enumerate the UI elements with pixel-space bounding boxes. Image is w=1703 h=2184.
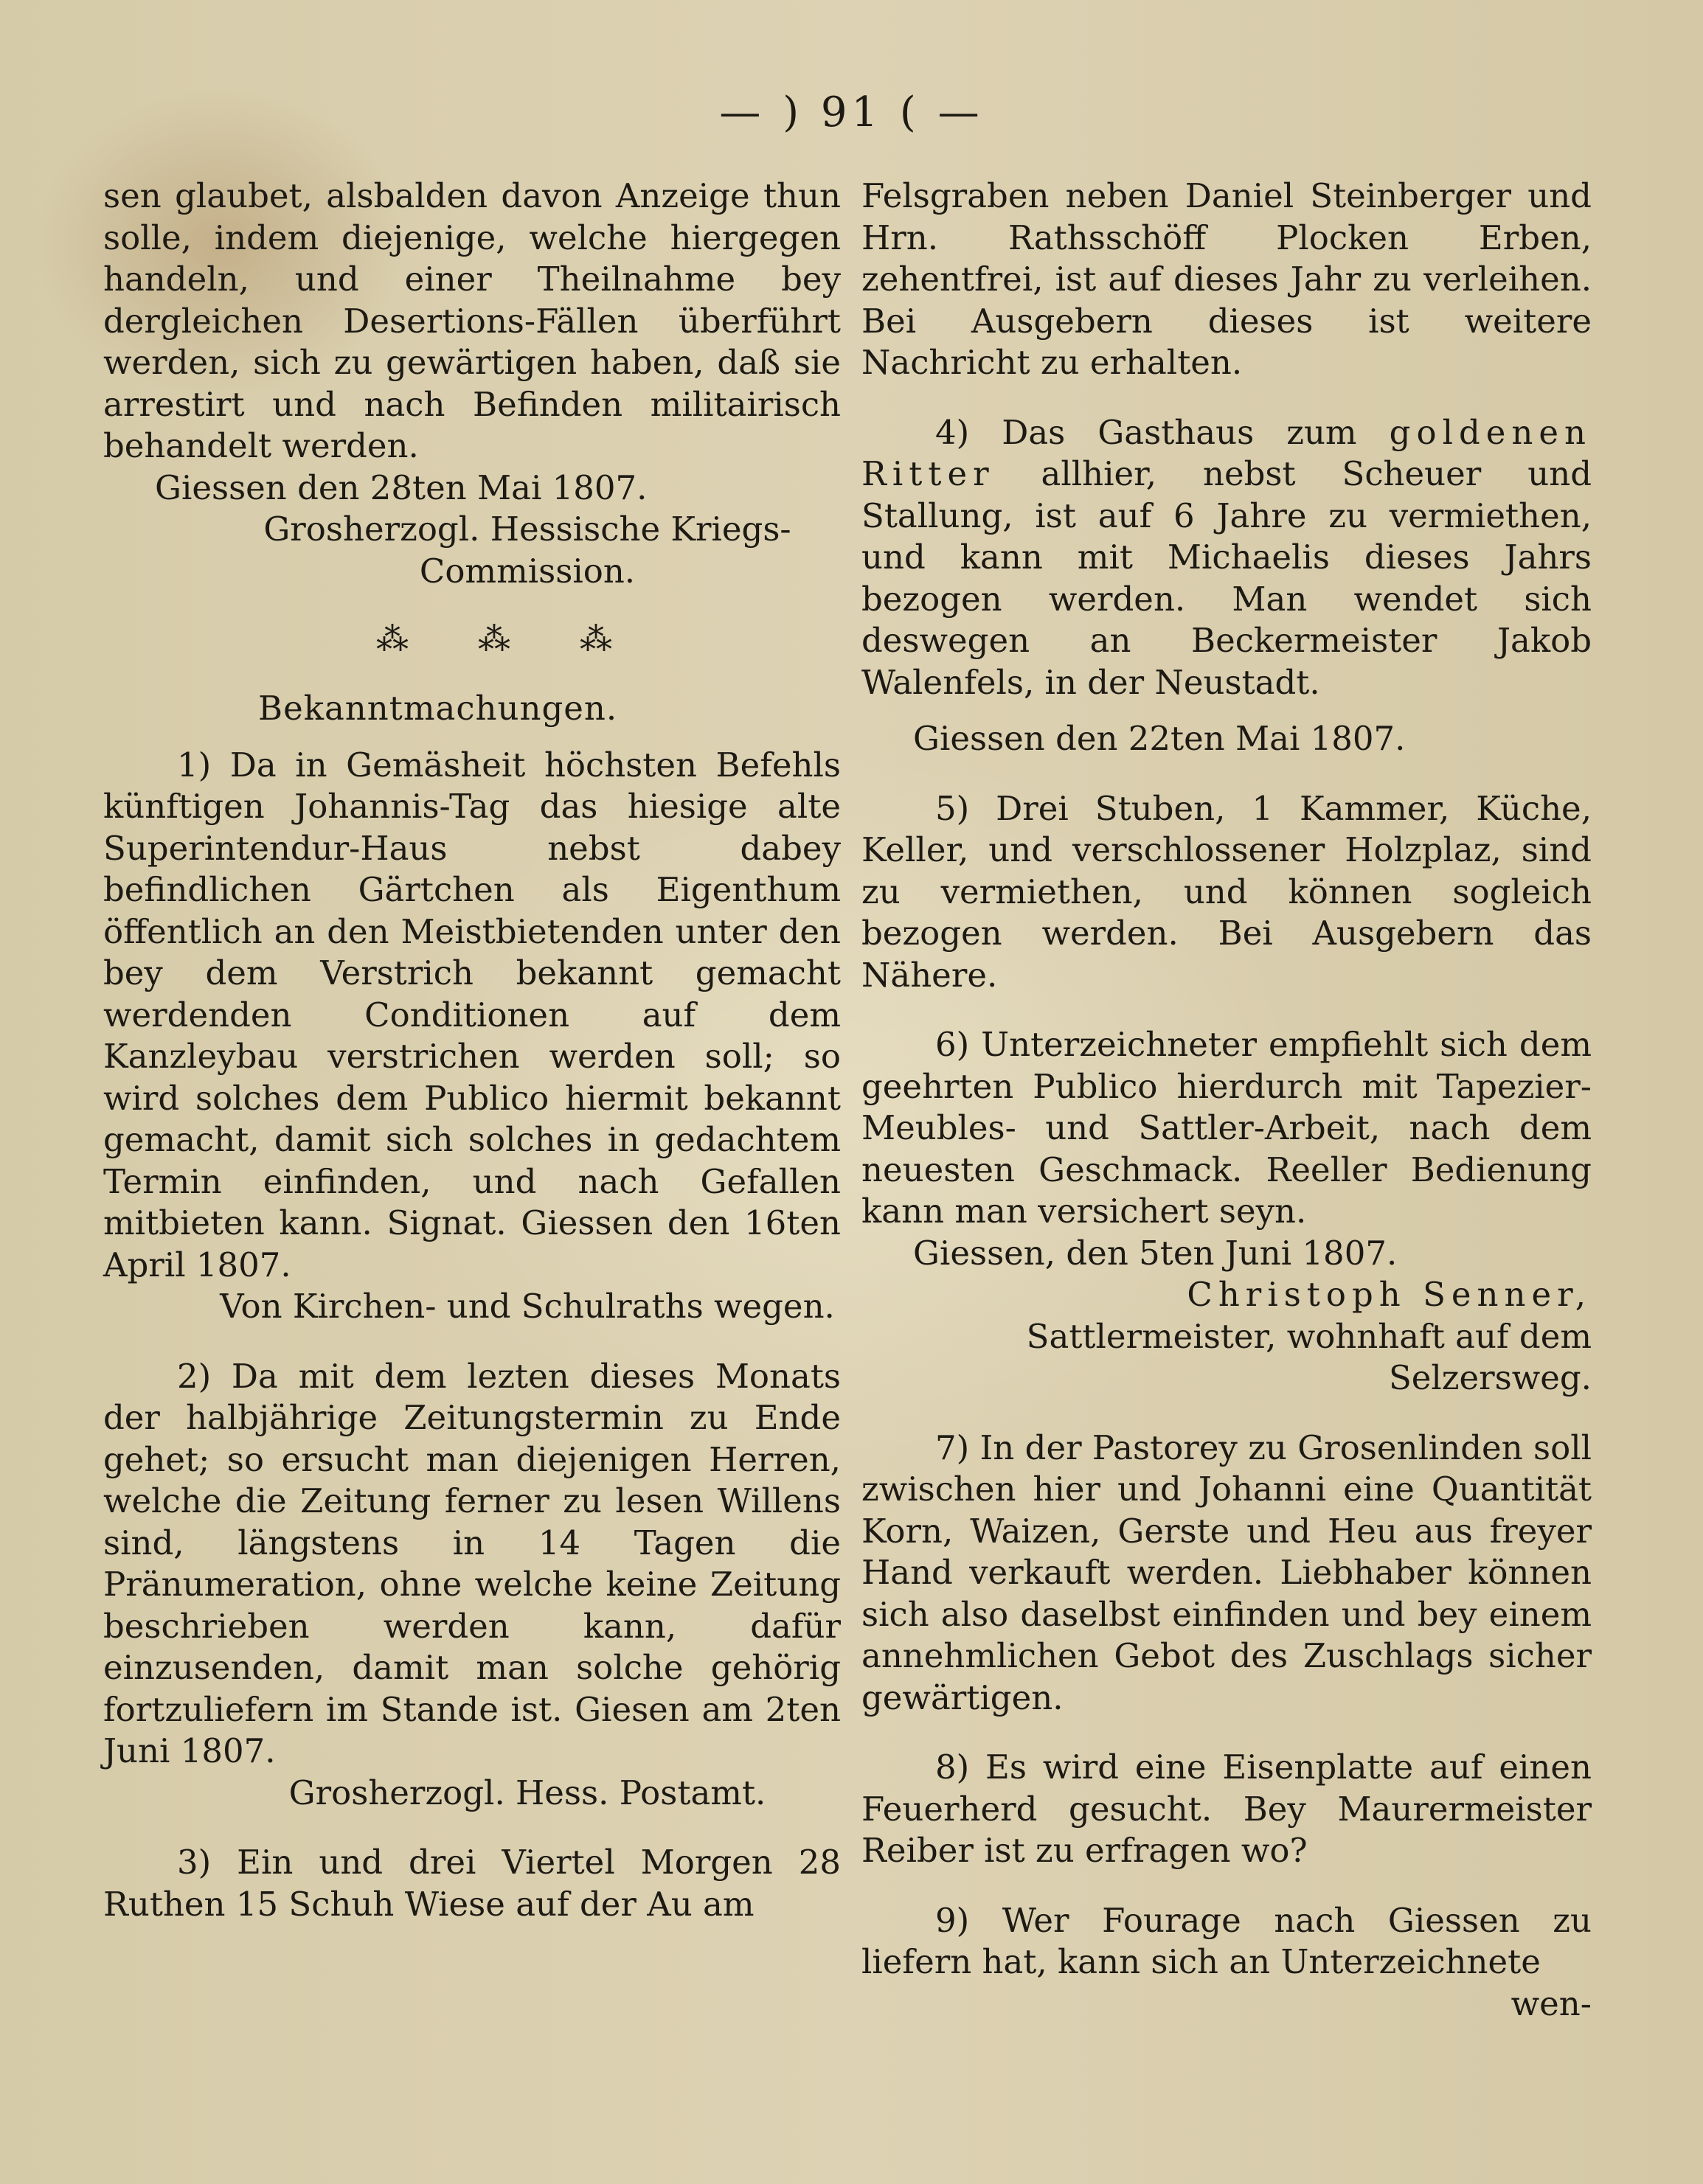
notice-6-name: Christoph Senner, xyxy=(1187,1275,1592,1314)
notice-desertion-date: Giessen den 28ten Mai 1807. xyxy=(155,467,648,507)
page-number: — ) 91 ( — xyxy=(719,88,984,136)
notice-6-text: 6) Unterzeichneter empfiehlt sich dem geehrten Publico hierdurch mit Tapezier-Meubles- und Sattler-Arbeit, nach dem neuesten Geschmack. Reeller Bedienung kann man versichert seyn. xyxy=(861,1025,1592,1231)
notice-2-text: 2) Da mit dem lezten dieses Monats der halbjährige Zeitungstermin zu Ende gehet; so ersucht man diejenigen Herren, welche die Zeitung ferner zu lesen Willens sind, längstens in 14 Tagen die Pränumeration, ohne welche keine Zeitung beschrieben werden kann, dafür einzusenden, damit man solche gehörig fortzuliefern im Stande ist. Giesen am 2ten Juni 1807. xyxy=(103,1356,841,1770)
section-heading: Bekanntmachungen. xyxy=(258,689,618,728)
ornament-divider: ⁂ ⁂ ⁂ xyxy=(376,621,642,658)
notice-4-date: Giessen den 22ten Mai 1807. xyxy=(913,719,1406,758)
catchword: wen- xyxy=(1510,1983,1592,2023)
right-column xyxy=(861,175,1592,2025)
notice-5-text: 5) Drei Stuben, 1 Kammer, Küche, Keller, und verschlossener Holzplaz, sind zu vermiethen, und können sogleich bezogen werden. Bei Ausgebern das Nähere. xyxy=(861,788,1592,995)
notice-8-text: 8) Es wird eine Eisenplatte auf einen Feuerherd gesucht. Bey Maurermeister Reiber ist zu erfragen wo? xyxy=(861,1747,1592,1870)
notice-1-text: 1) Da in Gemäsheit höchsten Befehls künftigen Johannis-Tag das hiesige alte Superintendur-Haus nebst dabey befindlichen Gärtchen als Eigenthum öffentlich an den Meistbietenden unter den bey dem Verstrich bekannt gemacht werdenden Conditionen auf dem Kanzleybau verstrichen werden soll; so wird solches dem Publico hiermit bekannt gemacht, damit sich solches in gedachtem Termin einfinden, und nach Gefallen mitbieten kann. Signat. Giessen den 16ten April 1807. xyxy=(103,745,841,1284)
notice-7-text: 7) In der Pastorey zu Grosenlinden soll zwischen hier und Johanni eine Quantität Korn, Waizen, Gerste und Heu aus freyer Hand verkauft werden. Liebhaber können sich also daselbst einfinden und bey einem annehmlichen Gebot des Zuschlags sicher gewärtigen. xyxy=(861,1427,1592,1717)
notice-6-date: Giessen, den 5ten Juni 1807. xyxy=(913,1233,1398,1273)
notice-desertion-signature: Grosherzogl. Hessische Kriegs-Commission. xyxy=(263,510,791,591)
notice-4-intro: 4) Das Gasthaus zum xyxy=(935,412,1390,452)
notice-6-title: Sattlermeister, wohnhaft auf dem Selzersweg. xyxy=(1026,1316,1592,1397)
notice-desertion-text: sen glaubet, alsbalden davon Anzeige thun solle, indem diejenige, welche hiergegen handeln, und einer Theilnahme bey dergleichen Desertions-Fällen überführt werden, sich zu gewärtigen haben, daß sie arrestirt und nach Befinden militairisch behandelt werden. xyxy=(103,176,841,465)
left-column xyxy=(103,175,841,1925)
notice-4-body: allhier, nebst Scheuer und Stallung, ist auf 6 Jahre zu vermiethen, und kann mit Michaelis dieses Jahrs bezogen werden. Man wendet sich deswegen an Beckermeister Jakob Walenfels, in der Neustadt. xyxy=(861,454,1592,702)
notice-3-continued: Felsgraben neben Daniel Steinberger und Hrn. Rathsschöff Plocken Erben, zehentfrei, ist auf dieses Jahr zu verleihen. Bei Ausgebern dieses ist weitere Nachricht zu erhalten. xyxy=(861,176,1592,382)
notice-4-text xyxy=(861,412,1592,704)
notice-1-signature: Von Kirchen- und Schulraths wegen. xyxy=(220,1287,835,1326)
notice-3-text: 3) Ein und drei Viertel Morgen 28 Ruthen 15 Schuh Wiese auf der Au am xyxy=(103,1843,841,1924)
notice-9-text: 9) Wer Fourage nach Giessen zu liefern hat, kann sich an Unterzeichnete xyxy=(861,1900,1592,1981)
notice-2-signature: Grosherzogl. Hess. Postamt. xyxy=(288,1773,766,1812)
inn-name: goldenen Ritter xyxy=(861,412,1592,493)
